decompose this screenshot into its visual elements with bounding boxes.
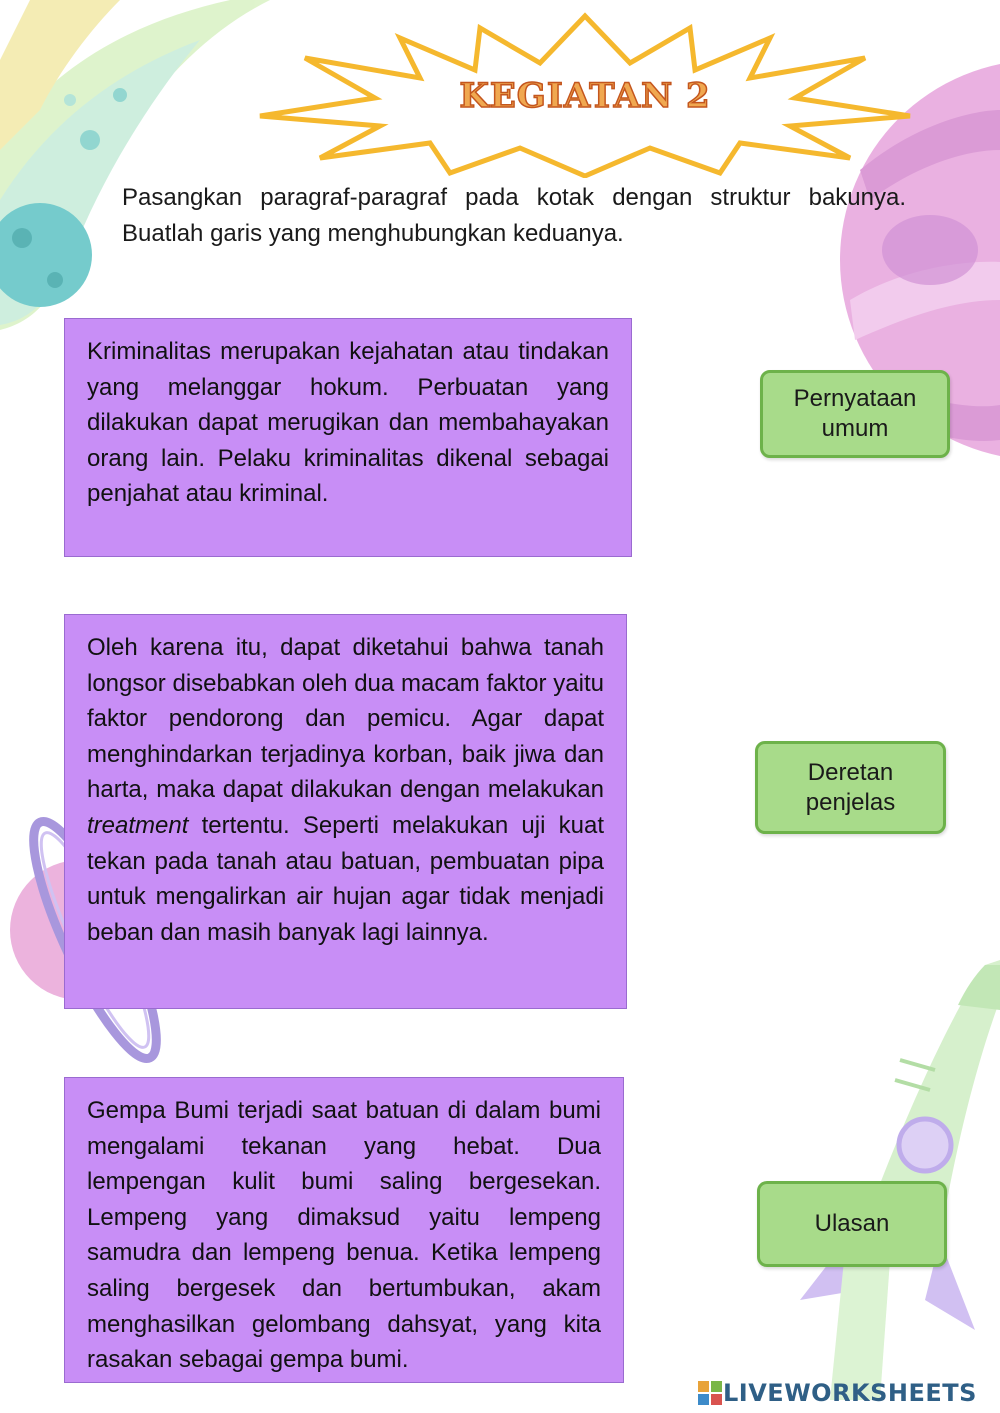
comet-illustration <box>0 0 270 330</box>
paragraph-box-1[interactable] <box>64 318 632 557</box>
structure-label-text: Deretan penjelas <box>805 758 896 816</box>
paragraph-text: Kriminalitas merupakan kejahatan atau tindakan yang melanggar hokum. Perbuatan yang dilakukan dapat merugikan dan membahayakan orang lain. Pelaku kriminalitas dikenal sebagai penjahat atau kriminal. <box>87 338 609 508</box>
paragraph-text: Gempa Bumi terjadi saat batuan di dalam bumi mengalami tekanan yang hebat. Dua lempengan kulit bumi saling bergesekan. Lempeng yang dimaksud yaitu lempeng samudra dan lempeng benua. Ketika lempeng saling bergesek dan bertumbukan, akam menghasilkan gelombang dahsyat, yang kita rasakan sebagai gempa bumi. <box>87 1097 601 1374</box>
structure-label-text: Pernyataan umum <box>793 385 917 442</box>
paragraph-box-2[interactable] <box>64 614 627 1009</box>
rocket-illustration <box>800 960 1000 1400</box>
paragraph-box-3[interactable] <box>64 1077 624 1383</box>
title-banner <box>250 8 920 178</box>
structure-label-text: Ulasan <box>814 1210 890 1237</box>
logo-text: LIVEWORKSHEETS <box>723 1379 977 1407</box>
liveworksheets-logo-icon <box>697 1380 723 1406</box>
structure-label-ulasan[interactable] <box>757 1181 947 1267</box>
paragraph-text-before: Oleh karena itu, dapat diketahui bahwa tanah longsor disebabkan oleh dua macam faktor yaitu faktor pendorong dan pemicu. Agar dapat menghindarkan terjadinya korban, baik jiwa dan harta, maka dapat dilakukan dengan melakukan <box>87 634 604 804</box>
liveworksheets-logo <box>697 1378 977 1408</box>
instruction-text: Pasangkan paragraf-paragraf pada kotak dengan struktur bakunya. Buatlah garis yang menghubungkan keduanya. <box>122 184 906 247</box>
structure-label-deretan-penjelas[interactable] <box>755 741 946 834</box>
page-title: KEGIATAN 2 <box>459 76 711 116</box>
paragraph-text-after: tertentu. Seperti melakukan uji kuat tekan pada tanah atau batuan, pembuatan pipa untuk mengalirkan air hujan agar tidak menjadi beban dan masih banyak lagi lainnya. <box>87 811 604 946</box>
structure-label-pernyataan-umum[interactable] <box>760 370 950 458</box>
paragraph-italic-term: treatment <box>87 811 189 839</box>
